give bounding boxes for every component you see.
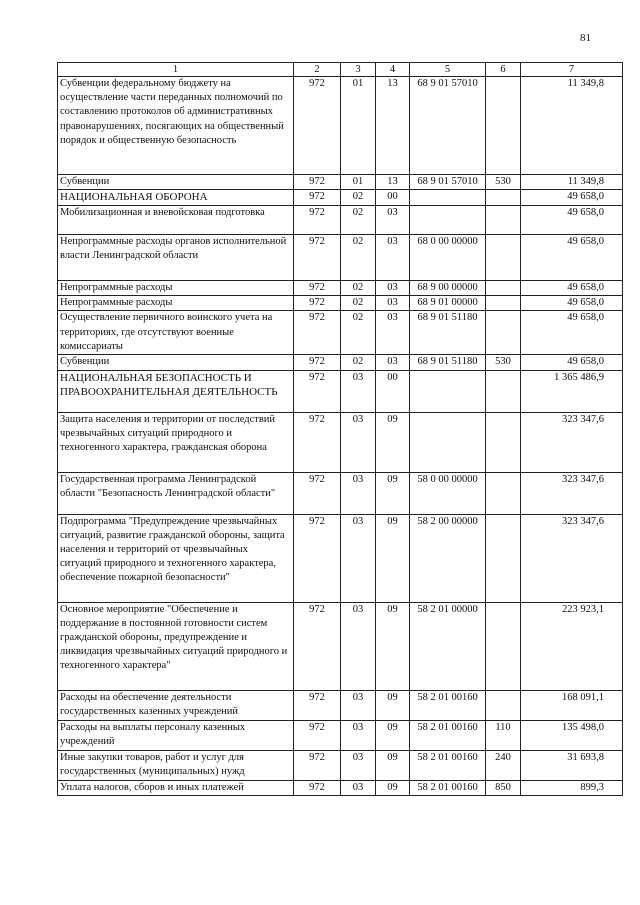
row-description: Уплата налогов, сборов и иных платежей bbox=[58, 780, 294, 795]
ministry-code: 972 bbox=[294, 750, 341, 780]
column-header: 3 bbox=[341, 63, 376, 77]
column-header: 4 bbox=[376, 63, 410, 77]
subsection-code: 09 bbox=[376, 720, 410, 750]
subsection-code: 03 bbox=[376, 296, 410, 311]
table-row bbox=[58, 412, 623, 472]
header-row bbox=[58, 63, 623, 77]
expense-type-code bbox=[486, 190, 521, 206]
ministry-code: 972 bbox=[294, 370, 341, 412]
ministry-code: 972 bbox=[294, 690, 341, 720]
amount: 11 349,8 bbox=[521, 77, 623, 175]
amount: 49 658,0 bbox=[521, 281, 623, 296]
expense-type-code bbox=[486, 311, 521, 355]
column-header: 2 bbox=[294, 63, 341, 77]
amount: 899,3 bbox=[521, 780, 623, 795]
subsection-code: 03 bbox=[376, 206, 410, 235]
target-article-code: 58 2 01 00160 bbox=[410, 720, 486, 750]
table-row bbox=[58, 77, 623, 175]
target-article-code: 68 9 01 00000 bbox=[410, 296, 486, 311]
section-code: 01 bbox=[341, 77, 376, 175]
table-row bbox=[58, 175, 623, 190]
amount: 11 349,8 bbox=[521, 175, 623, 190]
target-article-code: 58 0 00 00000 bbox=[410, 472, 486, 514]
row-description: НАЦИОНАЛЬНАЯ БЕЗОПАСНОСТЬ И ПРАВООХРАНИТЕЛЬНАЯ ДЕЯТЕЛЬНОСТЬ bbox=[58, 370, 294, 412]
expense-type-code bbox=[486, 602, 521, 690]
table-row bbox=[58, 514, 623, 602]
subsection-code: 09 bbox=[376, 472, 410, 514]
row-description: Государственная программа Ленинградской области "Безопасность Ленинградской области" bbox=[58, 472, 294, 514]
subsection-code: 13 bbox=[376, 77, 410, 175]
row-description: Расходы на выплаты персоналу казенных учреждений bbox=[58, 720, 294, 750]
row-description: Непрограммные расходы органов исполнительной власти Ленинградской области bbox=[58, 235, 294, 281]
section-code: 03 bbox=[341, 750, 376, 780]
target-article-code: 58 2 01 00160 bbox=[410, 690, 486, 720]
amount: 323 347,6 bbox=[521, 514, 623, 602]
table-row bbox=[58, 355, 623, 370]
amount: 323 347,6 bbox=[521, 472, 623, 514]
ministry-code: 972 bbox=[294, 296, 341, 311]
table-row bbox=[58, 296, 623, 311]
expense-type-code bbox=[486, 235, 521, 281]
table-row bbox=[58, 780, 623, 795]
expense-type-code bbox=[486, 296, 521, 311]
row-description: Иные закупки товаров, работ и услуг для государственных (муниципальных) нужд bbox=[58, 750, 294, 780]
amount: 223 923,1 bbox=[521, 602, 623, 690]
row-description: Подпрограмма "Предупреждение чрезвычайных ситуаций, развитие гражданской обороны, защита населения и территорий от чрезвычайных ситуаций природного и техногенного характера, обеспечение пожарной безопасности" bbox=[58, 514, 294, 602]
section-code: 02 bbox=[341, 281, 376, 296]
subsection-code: 03 bbox=[376, 281, 410, 296]
ministry-code: 972 bbox=[294, 412, 341, 472]
row-description: НАЦИОНАЛЬНАЯ ОБОРОНА bbox=[58, 190, 294, 206]
section-code: 01 bbox=[341, 175, 376, 190]
ministry-code: 972 bbox=[294, 514, 341, 602]
section-code: 02 bbox=[341, 311, 376, 355]
ministry-code: 972 bbox=[294, 311, 341, 355]
column-header: 5 bbox=[410, 63, 486, 77]
amount: 49 658,0 bbox=[521, 235, 623, 281]
amount: 49 658,0 bbox=[521, 190, 623, 206]
target-article-code bbox=[410, 206, 486, 235]
target-article-code: 58 2 00 00000 bbox=[410, 514, 486, 602]
subsection-code: 13 bbox=[376, 175, 410, 190]
section-code: 03 bbox=[341, 370, 376, 412]
subsection-code: 09 bbox=[376, 514, 410, 602]
amount: 31 693,8 bbox=[521, 750, 623, 780]
table-row bbox=[58, 602, 623, 690]
subsection-code: 00 bbox=[376, 370, 410, 412]
amount: 49 658,0 bbox=[521, 206, 623, 235]
column-header: 7 bbox=[521, 63, 623, 77]
row-description: Непрограммные расходы bbox=[58, 296, 294, 311]
section-code: 02 bbox=[341, 206, 376, 235]
section-code: 03 bbox=[341, 690, 376, 720]
subsection-code: 00 bbox=[376, 190, 410, 206]
target-article-code: 58 2 01 00160 bbox=[410, 750, 486, 780]
subsection-code: 09 bbox=[376, 750, 410, 780]
row-description: Осуществление первичного воинского учета на территориях, где отсутствуют военные комиссариаты bbox=[58, 311, 294, 355]
table-row bbox=[58, 472, 623, 514]
ministry-code: 972 bbox=[294, 175, 341, 190]
table-row bbox=[58, 206, 623, 235]
subsection-code: 09 bbox=[376, 690, 410, 720]
section-code: 03 bbox=[341, 602, 376, 690]
section-code: 02 bbox=[341, 296, 376, 311]
table-row bbox=[58, 190, 623, 206]
row-description: Непрограммные расходы bbox=[58, 281, 294, 296]
expense-type-code: 110 bbox=[486, 720, 521, 750]
amount: 49 658,0 bbox=[521, 311, 623, 355]
ministry-code: 972 bbox=[294, 602, 341, 690]
target-article-code bbox=[410, 370, 486, 412]
ministry-code: 972 bbox=[294, 190, 341, 206]
section-code: 02 bbox=[341, 235, 376, 281]
section-code: 03 bbox=[341, 720, 376, 750]
ministry-code: 972 bbox=[294, 720, 341, 750]
amount: 1 365 486,9 bbox=[521, 370, 623, 412]
subsection-code: 03 bbox=[376, 355, 410, 370]
expense-type-code bbox=[486, 281, 521, 296]
target-article-code: 68 9 01 57010 bbox=[410, 175, 486, 190]
ministry-code: 972 bbox=[294, 206, 341, 235]
row-description: Субвенции bbox=[58, 355, 294, 370]
expense-type-code bbox=[486, 514, 521, 602]
subsection-code: 03 bbox=[376, 235, 410, 281]
target-article-code: 58 2 01 00160 bbox=[410, 780, 486, 795]
ministry-code: 972 bbox=[294, 780, 341, 795]
page-number: 81 bbox=[580, 32, 591, 44]
target-article-code bbox=[410, 190, 486, 206]
expense-type-code bbox=[486, 206, 521, 235]
target-article-code: 68 9 01 51180 bbox=[410, 355, 486, 370]
section-code: 03 bbox=[341, 780, 376, 795]
column-header: 1 bbox=[58, 63, 294, 77]
table-row bbox=[58, 370, 623, 412]
table-row bbox=[58, 311, 623, 355]
target-article-code: 68 9 01 51180 bbox=[410, 311, 486, 355]
expense-type-code: 850 bbox=[486, 780, 521, 795]
expense-type-code: 530 bbox=[486, 175, 521, 190]
section-code: 03 bbox=[341, 514, 376, 602]
amount: 168 091,1 bbox=[521, 690, 623, 720]
column-header: 6 bbox=[486, 63, 521, 77]
target-article-code bbox=[410, 412, 486, 472]
ministry-code: 972 bbox=[294, 472, 341, 514]
row-description: Субвенции bbox=[58, 175, 294, 190]
ministry-code: 972 bbox=[294, 355, 341, 370]
section-code: 02 bbox=[341, 190, 376, 206]
table-row bbox=[58, 235, 623, 281]
row-description: Субвенции федеральному бюджету на осуществление части переданных полномочий по составлению протоколов об административных правонарушениях, посягающих на общественный порядок и общественную безопасность bbox=[58, 77, 294, 175]
section-code: 02 bbox=[341, 355, 376, 370]
target-article-code: 68 9 01 57010 bbox=[410, 77, 486, 175]
row-description: Основное мероприятие "Обеспечение и поддержание в постоянной готовности систем гражданской обороны, предупреждение и ликвидация чрезвычайных ситуаций природного и техногенного характера" bbox=[58, 602, 294, 690]
target-article-code: 68 0 00 00000 bbox=[410, 235, 486, 281]
ministry-code: 972 bbox=[294, 77, 341, 175]
expense-type-code bbox=[486, 370, 521, 412]
amount: 49 658,0 bbox=[521, 355, 623, 370]
ministry-code: 972 bbox=[294, 235, 341, 281]
row-description: Мобилизационная и вневойсковая подготовка bbox=[58, 206, 294, 235]
expense-type-code bbox=[486, 472, 521, 514]
subsection-code: 03 bbox=[376, 311, 410, 355]
expense-type-code bbox=[486, 690, 521, 720]
row-description: Защита населения и территории от последствий чрезвычайных ситуаций природного и техногенного характера, гражданская оборона bbox=[58, 412, 294, 472]
amount: 49 658,0 bbox=[521, 296, 623, 311]
table-row bbox=[58, 720, 623, 750]
subsection-code: 09 bbox=[376, 780, 410, 795]
subsection-code: 09 bbox=[376, 412, 410, 472]
expense-type-code: 530 bbox=[486, 355, 521, 370]
section-code: 03 bbox=[341, 412, 376, 472]
table-row bbox=[58, 281, 623, 296]
table-row bbox=[58, 690, 623, 720]
ministry-code: 972 bbox=[294, 281, 341, 296]
table-row bbox=[58, 750, 623, 780]
amount: 135 498,0 bbox=[521, 720, 623, 750]
expense-type-code bbox=[486, 77, 521, 175]
section-code: 03 bbox=[341, 472, 376, 514]
expense-type-code: 240 bbox=[486, 750, 521, 780]
target-article-code: 68 9 00 00000 bbox=[410, 281, 486, 296]
amount: 323 347,6 bbox=[521, 412, 623, 472]
row-description: Расходы на обеспечение деятельности государственных казенных учреждений bbox=[58, 690, 294, 720]
subsection-code: 09 bbox=[376, 602, 410, 690]
budget-table bbox=[57, 62, 623, 796]
expense-type-code bbox=[486, 412, 521, 472]
target-article-code: 58 2 01 00000 bbox=[410, 602, 486, 690]
